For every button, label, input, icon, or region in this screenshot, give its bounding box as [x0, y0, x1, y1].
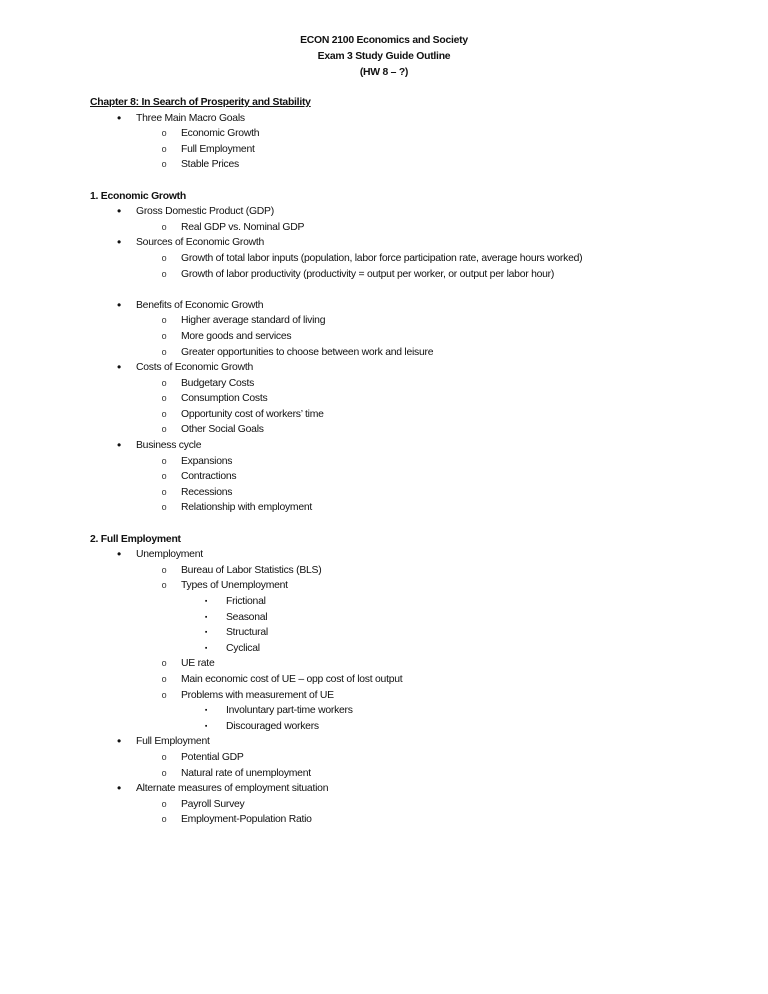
list-item-text: Involuntary part-time workers	[226, 705, 353, 717]
bullet-square-icon: ▪	[204, 629, 208, 637]
bullet-disc-icon: •	[117, 204, 121, 219]
list-item	[90, 641, 708, 657]
bullet-circle-icon: o	[161, 798, 167, 809]
bullet-circle-icon: o	[161, 315, 167, 326]
list-item	[90, 454, 708, 470]
bullet-square-icon: ▪	[204, 644, 208, 652]
list-item	[90, 563, 708, 579]
list-item-text: Employment-Population Ratio	[181, 814, 312, 826]
list-item-text: Bureau of Labor Statistics (BLS)	[181, 564, 322, 576]
section-spacer	[90, 516, 708, 532]
section-heading-text: 1. Economic Growth	[90, 190, 186, 202]
outline-section	[90, 189, 708, 516]
list-item	[90, 111, 708, 127]
list-item	[90, 656, 708, 672]
bullet-circle-icon: o	[161, 486, 167, 497]
list-item-text: Natural rate of unemployment	[181, 767, 311, 779]
bullet-circle-icon: o	[161, 128, 167, 139]
list-item-text: Higher average standard of living	[181, 315, 326, 327]
bullet-circle-icon: o	[161, 751, 167, 762]
bullet-circle-icon: o	[161, 673, 167, 684]
list-item-text: Recessions	[181, 486, 233, 498]
list-item	[90, 298, 708, 314]
list-item	[90, 625, 708, 641]
list-item	[90, 204, 708, 220]
bullet-circle-icon: o	[161, 424, 167, 435]
list-item	[90, 345, 708, 361]
bullet-circle-icon: o	[161, 689, 167, 700]
list-item-text: Business cycle	[136, 440, 202, 452]
list-item-text: Budgetary Costs	[181, 377, 255, 389]
list-item	[90, 703, 708, 719]
list-item-text: More goods and services	[181, 330, 292, 342]
bullet-disc-icon: •	[117, 360, 121, 375]
list-item-text: UE rate	[181, 658, 215, 670]
list-item	[90, 812, 708, 828]
list-item-text: Benefits of Economic Growth	[136, 299, 264, 311]
bullet-square-icon: ▪	[204, 598, 208, 605]
section-heading-text: Chapter 8: In Search of Prosperity and Stability	[90, 97, 311, 108]
bullet-disc-icon: •	[117, 297, 121, 312]
bullet-circle-icon: o	[161, 377, 167, 388]
list-item	[90, 594, 708, 610]
list-item	[90, 469, 708, 485]
list-item-text: Consumption Costs	[181, 393, 268, 405]
bullet-circle-icon: o	[161, 268, 167, 279]
list-item-text: Contractions	[181, 471, 237, 483]
bullet-disc-icon: •	[117, 734, 121, 749]
list-item	[90, 142, 708, 158]
list-item-text: Cyclical	[226, 642, 260, 654]
list-item	[90, 485, 708, 501]
bullet-circle-icon: o	[161, 502, 167, 513]
bullet-circle-icon: o	[161, 330, 167, 341]
bullet-square-icon: ▪	[204, 722, 208, 730]
course-title: ECON 2100 Economics and Society	[300, 35, 468, 46]
bullet-circle-icon: o	[161, 252, 167, 263]
bullet-disc-icon: •	[117, 547, 121, 562]
list-item	[90, 391, 708, 407]
list-item	[90, 251, 708, 267]
list-item	[90, 750, 708, 766]
list-item-text: Economic Growth	[181, 128, 260, 140]
list-item-text: Sources of Economic Growth	[136, 237, 265, 249]
list-item	[90, 329, 708, 345]
list-item	[90, 407, 708, 423]
list-item-text: Unemployment	[136, 549, 203, 561]
bullet-circle-icon: o	[161, 564, 167, 575]
list-item	[90, 126, 708, 142]
list-item	[90, 157, 708, 173]
bullet-circle-icon: o	[161, 471, 167, 482]
list-item-text: Main economic cost of UE – opp cost of lost output	[181, 673, 403, 685]
list-item	[90, 719, 708, 735]
bullet-square-icon: ▪	[204, 613, 208, 621]
group-spacer	[90, 282, 708, 298]
list-item	[90, 220, 708, 236]
bullet-disc-icon: •	[117, 438, 121, 453]
list-item-text: Structural	[226, 627, 268, 639]
bullet-disc-icon: •	[117, 781, 121, 796]
list-item	[90, 422, 708, 438]
bullet-circle-icon: o	[161, 814, 167, 825]
list-item	[90, 781, 708, 797]
section-heading	[90, 532, 708, 548]
list-item	[90, 734, 708, 750]
list-item-text: Alternate measures of employment situation	[136, 783, 329, 795]
list-item	[90, 360, 708, 376]
list-item	[90, 376, 708, 392]
bullet-circle-icon: o	[161, 143, 167, 154]
guide-title: Exam 3 Study Guide Outline	[317, 50, 451, 62]
list-item-text: Gross Domestic Product (GDP)	[136, 206, 274, 218]
list-item-text: Potential GDP	[181, 751, 244, 763]
list-item-text: Types of Unemployment	[181, 580, 288, 592]
bullet-circle-icon: o	[161, 221, 167, 232]
list-item-text: Real GDP vs. Nominal GDP	[181, 221, 305, 233]
bullet-circle-icon: o	[161, 408, 167, 419]
list-item-text: Discouraged workers	[226, 720, 319, 732]
list-item-text: Growth of total labor inputs (population, labor force participation rate, average hours worked)	[181, 252, 583, 264]
bullet-circle-icon: o	[161, 580, 167, 591]
bullet-circle-icon: o	[161, 455, 167, 466]
list-item-text: Payroll Survey	[181, 798, 245, 810]
outline-section	[90, 95, 708, 173]
list-item	[90, 235, 708, 251]
list-item-text: Three Main Macro Goals	[136, 112, 245, 124]
document-title	[0, 33, 768, 80]
list-item	[90, 610, 708, 626]
outline-section	[90, 532, 708, 828]
list-item-text: Relationship with employment	[181, 502, 313, 514]
list-item	[90, 766, 708, 782]
section-spacer	[90, 173, 708, 189]
homework-range: (HW 8 – ?)	[359, 66, 409, 78]
bullet-circle-icon: o	[161, 767, 167, 778]
list-item-text: Costs of Economic Growth	[136, 362, 253, 374]
list-item	[90, 267, 708, 283]
bullet-square-icon: ▪	[204, 707, 208, 715]
list-item-text: Greater opportunities to choose between work and leisure	[181, 346, 434, 358]
list-item	[90, 688, 708, 704]
list-item-text: Other Social Goals	[181, 424, 264, 436]
list-item	[90, 313, 708, 329]
list-item	[90, 797, 708, 813]
bullet-circle-icon: o	[161, 658, 167, 669]
list-item-text: Growth of labor productivity (productivity = output per worker, or output per labor hour)	[181, 268, 555, 280]
bullet-circle-icon: o	[161, 159, 167, 170]
section-heading	[90, 95, 708, 111]
list-item-text: Frictional	[226, 596, 266, 607]
list-item	[90, 547, 708, 563]
list-item	[90, 578, 708, 594]
list-item-text: Opportunity cost of workers’ time	[181, 408, 324, 420]
list-item-text: Expansions	[181, 455, 233, 467]
bullet-disc-icon: •	[117, 235, 121, 250]
bullet-disc-icon: •	[117, 110, 121, 125]
list-item-text: Full Employment	[181, 143, 255, 155]
outline-body	[90, 95, 708, 828]
list-item	[90, 500, 708, 516]
list-item-text: Seasonal	[226, 611, 268, 623]
list-item	[90, 438, 708, 454]
bullet-circle-icon: o	[161, 393, 167, 404]
list-item-text: Problems with measurement of UE	[181, 689, 334, 701]
list-item-text: Full Employment	[136, 736, 210, 748]
list-item	[90, 672, 708, 688]
section-heading-text: 2. Full Employment	[90, 533, 181, 545]
bullet-circle-icon: o	[161, 346, 167, 357]
section-heading	[90, 189, 708, 205]
list-item-text: Stable Prices	[181, 159, 239, 171]
